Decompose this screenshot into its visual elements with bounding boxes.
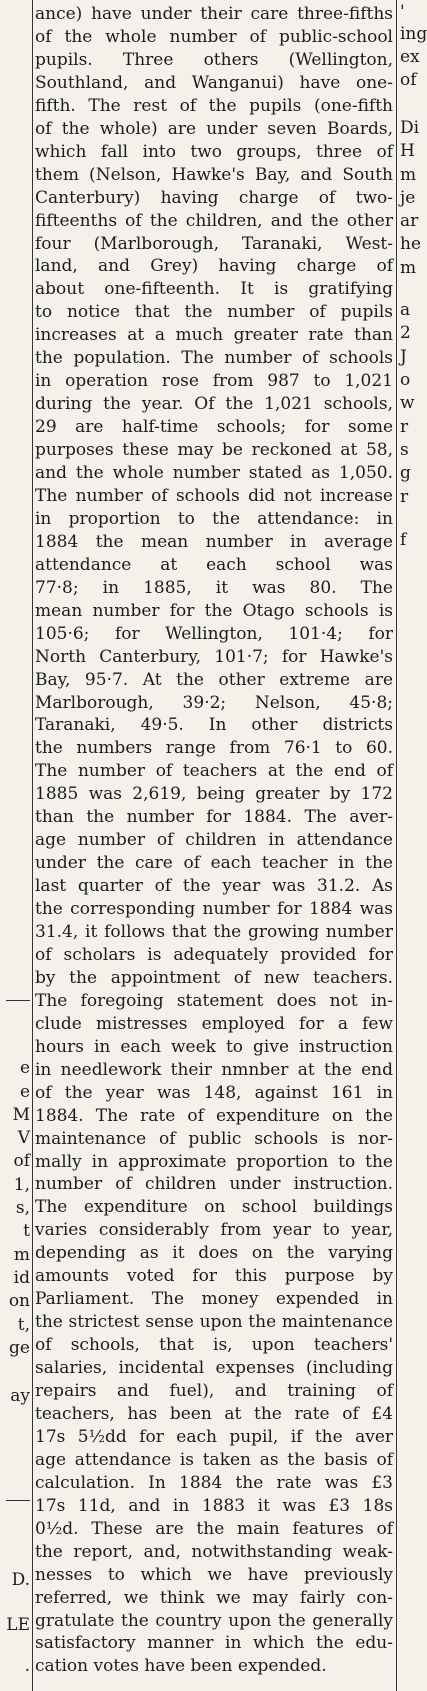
column-rule — [6, 1500, 30, 1501]
article-line: by the appointment of new teachers. — [35, 967, 393, 988]
article-line: cation votes have been expended. — [35, 1656, 327, 1677]
article-line: the report, and, notwithstanding weak- — [35, 1541, 393, 1562]
article-line: of scholars is adequately provided for — [35, 944, 393, 965]
article-line: during the year. Of the 1,021 schools, — [35, 394, 393, 415]
left-column-fragment: s, — [15, 1198, 30, 1218]
article-line: under the care of each teacher in the — [35, 853, 393, 874]
article-line: the population. The number of schools — [35, 348, 393, 369]
article-line: 1884. The rate of expenditure on the — [35, 1105, 393, 1126]
article-line: 17s 11d, and in 1883 it was £3 18s — [35, 1495, 393, 1516]
left-column-fragment: D. — [11, 1570, 30, 1590]
article-line: in proportion to the attendance: in — [35, 508, 393, 529]
article-line: ance) have under their care three-fifths — [35, 4, 393, 24]
article-line: satisfactory manner in which the edu- — [35, 1633, 393, 1654]
right-column-fragment: o — [400, 370, 411, 390]
left-column-fragment: id — [13, 1268, 30, 1288]
article-line: increases at a much greater rate than — [35, 325, 393, 346]
article-line: the corresponding number for 1884 was — [35, 899, 393, 920]
article-line: mean number for the Otago schools is — [35, 600, 393, 621]
left-column-fragment: LE — [6, 1615, 30, 1635]
article-line: the strictest sense upon the maintenance — [35, 1312, 393, 1333]
article-line: hours in each week to give instruction — [35, 1036, 393, 1057]
article-line: them (Nelson, Hawke's Bay, and South — [35, 164, 393, 185]
article-line: which fall into two groups, three of — [35, 141, 393, 162]
article-line: maintenance of public schools is nor- — [35, 1128, 393, 1149]
right-column-fragment: ' — [400, 2, 405, 22]
right-column-fragment: ing — [400, 24, 427, 44]
adjacent-column-right — [396, 0, 427, 1691]
right-column-fragment: r — [400, 417, 409, 437]
article-line: Taranaki, 49·5. In other districts — [35, 715, 393, 736]
article-line: than the number for 1884. The aver- — [35, 807, 393, 828]
article-line: purposes these may be reckoned at 58, — [35, 440, 393, 461]
article-line: pupils. Three others (Wellington, — [35, 49, 393, 70]
article-line: attendance at each school was — [35, 554, 393, 575]
article-line: Marlborough, 39·2; Nelson, 45·8; — [35, 692, 393, 713]
article-line: calculation. In 1884 the rate was £3 — [35, 1472, 393, 1493]
left-column-fragment: ge — [9, 1338, 30, 1358]
left-column-fragment: ay — [10, 1386, 30, 1406]
right-column-fragment: f — [400, 530, 407, 550]
article-line: repairs and fuel), and training of — [35, 1381, 393, 1401]
left-column-fragment: . — [24, 1656, 30, 1676]
article-line: clude mistresses employed for a few — [35, 1013, 393, 1034]
article-column — [35, 0, 393, 1691]
article-line: in operation rose from 987 to 1,021 — [35, 371, 393, 392]
article-line: North Canterbury, 101·7; for Hawke's — [35, 646, 393, 667]
article-line: mally in approximate proportion to the — [35, 1151, 393, 1172]
right-column-fragment: of — [400, 70, 417, 90]
article-line: age number of children in attendance — [35, 830, 393, 851]
left-column-fragment: e — [19, 1058, 30, 1078]
article-line: last quarter of the year was 31.2. As — [35, 876, 393, 897]
article-line: Canterbury) having charge of two- — [35, 187, 393, 208]
article-line: age attendance is taken as the basis of — [35, 1449, 393, 1470]
article-line: depending as it does on the varying — [35, 1243, 393, 1264]
adjacent-column-left — [0, 0, 33, 1691]
article-line: 77·8; in 1885, it was 80. The — [35, 577, 393, 598]
article-line: 1884 the mean number in average — [35, 531, 393, 552]
left-column-fragment: e — [19, 1082, 30, 1102]
left-column-fragment: 1, — [13, 1175, 30, 1195]
right-column-fragment: ex — [400, 47, 420, 67]
article-line: Southland, and Wanganui) have one- — [35, 72, 393, 93]
column-rule — [6, 1000, 30, 1001]
right-column-fragment: s — [400, 440, 409, 460]
article-line: Parliament. The money expended in — [35, 1289, 393, 1310]
article-line: nesses to which we have previously — [35, 1564, 393, 1585]
article-line: varies considerably from year to year, — [35, 1220, 393, 1241]
article-line: 17s 5½dd for each pupil, if the aver — [35, 1426, 393, 1447]
left-column-fragment: of — [13, 1151, 30, 1171]
article-line: of the whole number of public-school — [35, 26, 393, 47]
article-line: of the year was 148, against 161 in — [35, 1082, 393, 1103]
article-line: about one-fifteenth. It is gratifying — [35, 279, 393, 300]
article-line: number of children under instruction. — [35, 1174, 393, 1195]
right-column-fragment: g — [400, 463, 411, 483]
right-column-fragment: Di — [400, 118, 420, 138]
right-column-fragment: J — [400, 347, 407, 367]
article-line: 0½d. These are the main features of — [35, 1518, 393, 1539]
right-column-fragment: ar — [400, 211, 419, 231]
article-line: and the whole number stated as 1,050. — [35, 463, 393, 483]
left-column-fragment: m — [13, 1245, 30, 1265]
article-line: 29 are half-time schools; for some — [35, 417, 393, 438]
right-column-fragment: m — [400, 258, 417, 278]
article-line: Bay, 95·7. At the other extreme are — [35, 669, 393, 690]
article-line: 31.4, it follows that the growing number — [35, 922, 393, 942]
right-column-fragment: he — [400, 234, 422, 254]
article-line: salaries, incidental expenses (including — [35, 1358, 393, 1379]
right-column-fragment: H — [400, 141, 415, 161]
article-line: in needlework their nmnber at the end — [35, 1059, 393, 1080]
left-column-fragment: t — [23, 1221, 30, 1241]
article-line: The number of schools did not increase — [35, 485, 393, 506]
article-line: gratulate the country upon the generally — [35, 1610, 393, 1631]
article-line: The expenditure on school buildings — [35, 1197, 393, 1218]
right-column-fragment: je — [400, 188, 416, 208]
article-line: amounts voted for this purpose by — [35, 1266, 393, 1287]
article-line: four (Marlborough, Taranaki, West- — [35, 233, 393, 254]
article-line: The foregoing statement does not in- — [35, 990, 393, 1011]
article-line: the numbers range from 76·1 to 60. — [35, 738, 393, 759]
article-line: fifteenths of the children, and the other — [35, 210, 393, 231]
left-column-fragment: on — [8, 1291, 30, 1311]
right-column-fragment: a — [400, 300, 411, 320]
right-column-fragment: m — [400, 165, 417, 185]
right-column-fragment: w — [400, 393, 415, 413]
article-line: 1885 was 2,619, being greater by 172 — [35, 784, 393, 805]
article-line: teachers, has been at the rate of £4 — [35, 1403, 393, 1424]
article-line: of schools, that is, upon teachers' — [35, 1335, 393, 1356]
right-column-fragment: 2 — [400, 323, 411, 343]
article-line: fifth. The rest of the pupils (one-fifth — [35, 95, 393, 116]
article-line: to notice that the number of pupils — [35, 302, 393, 323]
article-line: land, and Grey) having charge of — [35, 256, 393, 277]
article-line: 105·6; for Wellington, 101·4; for — [35, 623, 393, 644]
right-column-fragment: r — [400, 487, 409, 507]
left-column-fragment: V — [17, 1128, 30, 1148]
article-line: of the whole) are under seven Boards, — [35, 118, 393, 139]
article-line: The number of teachers at the end of — [35, 761, 393, 782]
article-line: referred, we think we may fairly con- — [35, 1587, 393, 1608]
left-column-fragment: M — [12, 1105, 30, 1125]
left-column-fragment: t, — [17, 1315, 30, 1335]
